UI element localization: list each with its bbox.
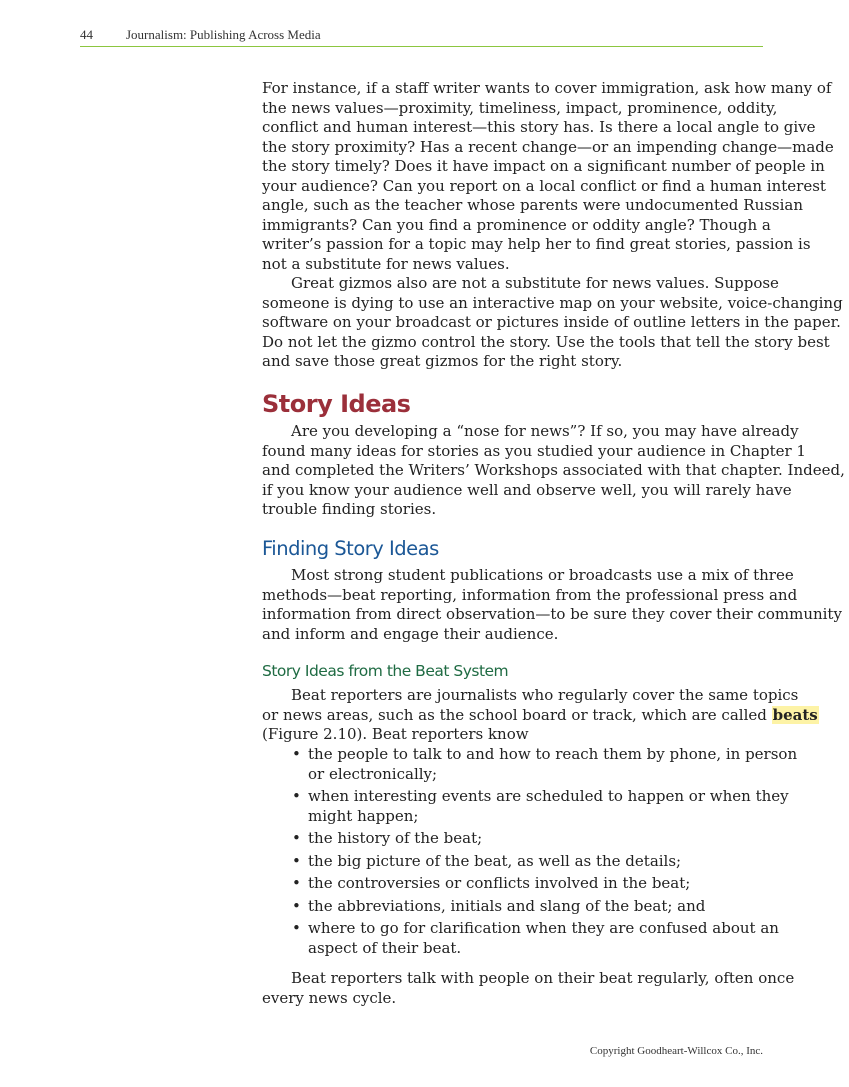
text-line: if you know your audience well and observe well, you will rarely have <box>262 480 792 499</box>
bullet-icon: • <box>292 745 301 763</box>
text-line: the story timely? Does it have impact on a significant number of people in <box>262 157 825 175</box>
bullet-text-line: where to go for clarification when they are confused about an <box>308 919 779 937</box>
bullet-item <box>292 745 798 784</box>
bullet-list <box>292 745 798 961</box>
bullet-text-line: the history of the beat; <box>308 829 483 847</box>
text-line: and inform and engage their audience. <box>262 624 559 643</box>
bullet-item <box>292 897 772 917</box>
bullet-icon: • <box>292 851 301 870</box>
bullet-item <box>292 919 779 958</box>
text-line: Beat reporters talk with people on their beat regularly, often once <box>291 969 795 987</box>
copyright-footer: Copyright Goodheart-Willcox Co., Inc. <box>589 1045 763 1057</box>
bullet-item <box>292 852 772 872</box>
text-line: the news values—proximity, timeliness, impact, prominence, oddity, <box>262 98 778 117</box>
text-line: Are you developing a “nose for news”? If so, you may have already <box>291 422 799 440</box>
text-line: or news areas, such as the school board or track, which are called <box>262 705 772 724</box>
text-line: conflict and human interest—this story has. Is there a local angle to give <box>262 118 816 136</box>
text-line: found many ideas for stories as you studied your audience in Chapter 1 <box>262 441 806 460</box>
bullet-text-line: the big picture of the beat, as well as the details; <box>308 851 682 870</box>
text-line: (Figure 2.10). Beat reporters know <box>262 725 529 743</box>
bullet-text-line: the abbreviations, initials and slang of the beat; and <box>308 896 706 915</box>
text-line: immigrants? Can you find a prominence or oddity angle? Though a <box>262 215 771 234</box>
bullet-item <box>292 787 789 826</box>
bullet-item <box>292 829 772 849</box>
header-rule <box>80 46 763 47</box>
text-line: trouble finding stories. <box>262 500 437 518</box>
bullet-icon: • <box>292 829 301 847</box>
heading-finding-story-ideas: Finding Story Ideas <box>262 537 439 560</box>
paragraph-three-methods <box>262 566 842 644</box>
text-line: and save those great gizmos for the right story. <box>262 352 623 370</box>
text-line: someone is dying to use an interactive map on your website, voice-changing <box>262 293 843 312</box>
bullet-icon: • <box>292 787 301 805</box>
text-line: For instance, if a staff writer wants to cover immigration, ask how many of <box>262 79 832 97</box>
bullet-text-line: aspect of their beat. <box>308 938 462 957</box>
text-line: your audience? Can you report on a local conflict or find a human interest <box>262 176 826 195</box>
text-line: and completed the Writers’ Workshops associated with that chapter. Indeed, <box>262 461 845 479</box>
text-line: every news cycle. <box>262 988 397 1007</box>
bullet-text-line: when interesting events are scheduled to happen or when they <box>308 787 789 805</box>
book-title: Journalism: Publishing Across Media <box>126 27 321 42</box>
paragraph-news-cycle <box>262 969 795 1008</box>
bullet-icon: • <box>292 896 301 915</box>
text-line: angle, such as the teacher whose parents were undocumented Russian <box>262 196 804 214</box>
paragraph-nose-for-news <box>262 422 845 520</box>
text-line: Do not let the gizmo control the story. Use the tools that tell the story best <box>262 332 830 351</box>
text-line: Great gizmos also are not a substitute for news values. Suppose <box>291 274 779 292</box>
text-line: software on your broadcast or pictures inside of outline letters in the paper. <box>262 313 841 331</box>
bullet-text-line: might happen; <box>308 806 419 825</box>
text-line: Beat reporters are journalists who regularly cover the same topics <box>291 686 799 704</box>
bullet-icon: • <box>292 874 301 892</box>
paragraph-immigration <box>262 79 843 372</box>
bullet-item <box>292 874 772 894</box>
page-number: 44 <box>80 27 93 42</box>
text-line: not a substitute for news values. <box>262 254 510 273</box>
text-line: the story proximity? Has a recent change—or an impending change—made <box>262 137 834 156</box>
bullet-text-line: the people to talk to and how to reach them by phone, in person <box>308 745 798 763</box>
heading-story-ideas: Story Ideas <box>262 390 411 418</box>
text-line: information from direct observation—to be sure they cover their community <box>262 605 842 623</box>
bullet-text-line: or electronically; <box>308 764 438 783</box>
text-line: methods—beat reporting, information from the professional press and <box>262 585 798 604</box>
text-line: Most strong student publications or broadcasts use a mix of three <box>291 566 794 584</box>
heading-beat-system: Story Ideas from the Beat System <box>262 662 509 680</box>
key-term-beats: beats <box>772 705 818 724</box>
text-line: writer’s passion for a topic may help her to find great stories, passion is <box>262 235 811 253</box>
bullet-icon: • <box>292 919 301 937</box>
bullet-text-line: the controversies or conflicts involved in the beat; <box>308 874 691 892</box>
paragraph-beat-reporters <box>262 686 818 745</box>
